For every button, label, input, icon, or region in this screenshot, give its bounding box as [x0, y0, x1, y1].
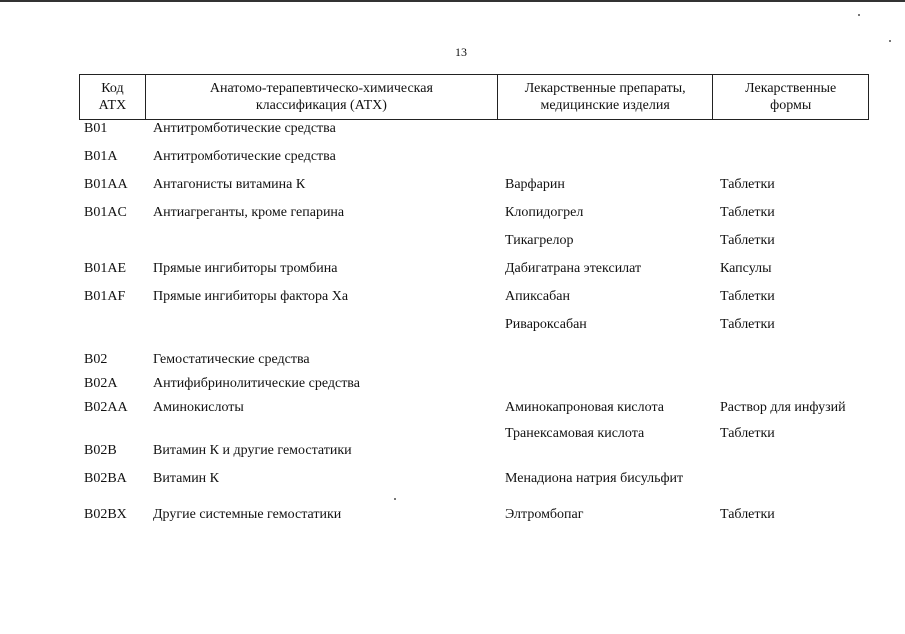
dosage-form: Таблетки — [720, 233, 775, 248]
drug-name: Транексамовая кислота — [505, 426, 645, 441]
drug-name: Апиксабан — [505, 289, 570, 304]
atx-code: B02BX — [84, 507, 127, 522]
dosage-form: Таблетки — [720, 289, 775, 304]
drug-name: Менадиона натрия бисульфит — [505, 471, 684, 486]
atx-classification: Гемостатические средства — [153, 352, 310, 367]
drug-name: Тикагрелор — [505, 233, 574, 248]
page-top-rule — [0, 0, 905, 2]
dosage-form: Капсулы — [720, 261, 772, 276]
scan-speck — [394, 498, 396, 500]
dosage-form: Таблетки — [720, 177, 775, 192]
table-header — [79, 74, 869, 120]
atx-code: B02B — [84, 443, 117, 458]
header-drugs: Лекарственные препараты, медицинские изделия — [498, 75, 713, 119]
atx-classification: Прямые ингибиторы тромбина — [153, 261, 338, 276]
scan-speck — [889, 40, 891, 42]
page-number: 13 — [455, 45, 467, 59]
atx-classification: Витамин К и другие гемостатики — [153, 443, 352, 458]
atx-classification: Антитромботические средства — [153, 149, 336, 164]
drug-name: Клопидогрел — [505, 205, 584, 220]
drug-name: Дабигатрана этексилат — [505, 261, 642, 276]
atx-classification: Антифибринолитические средства — [153, 376, 360, 391]
atx-classification: Антагонисты витамина К — [153, 177, 306, 192]
drug-name: Аминокапроновая кислота — [505, 400, 664, 415]
atx-code: B01AA — [84, 177, 128, 192]
atx-code: B02BA — [84, 471, 127, 486]
dosage-form: Раствор для инфузий — [720, 400, 846, 415]
atx-classification: Антитромботические средства — [153, 121, 336, 136]
scan-speck — [858, 14, 860, 16]
dosage-form: Таблетки — [720, 205, 775, 220]
dosage-form: Таблетки — [720, 507, 775, 522]
atx-code: B01A — [84, 149, 118, 164]
header-classification: Анатомо-терапевтическо-химическая классификация (АТХ) — [146, 75, 498, 119]
atx-code: B02 — [84, 352, 108, 367]
atx-classification: Прямые ингибиторы фактора Ха — [153, 289, 349, 304]
atx-code: B01AC — [84, 205, 127, 220]
drug-name: Ривароксабан — [505, 317, 587, 332]
header-code: Код АТХ — [80, 75, 146, 119]
drug-name: Варфарин — [505, 177, 565, 192]
atx-classification: Витамин К — [153, 471, 220, 486]
atx-code: B02A — [84, 376, 118, 391]
atx-classification: Антиагреганты, кроме гепарина — [153, 205, 345, 220]
atx-code: B01AF — [84, 289, 126, 304]
atx-code: B01 — [84, 121, 108, 136]
drug-name: Элтромбопаг — [505, 507, 584, 522]
dosage-form: Таблетки — [720, 317, 775, 332]
header-forms: Лекарственные формы — [745, 81, 837, 113]
atx-code: B01AE — [84, 261, 126, 276]
atx-classification: Аминокислоты — [153, 400, 244, 415]
dosage-form: Таблетки — [720, 426, 775, 441]
atx-code: B02AA — [84, 400, 128, 415]
atx-classification: Другие системные гемостатики — [153, 507, 342, 522]
